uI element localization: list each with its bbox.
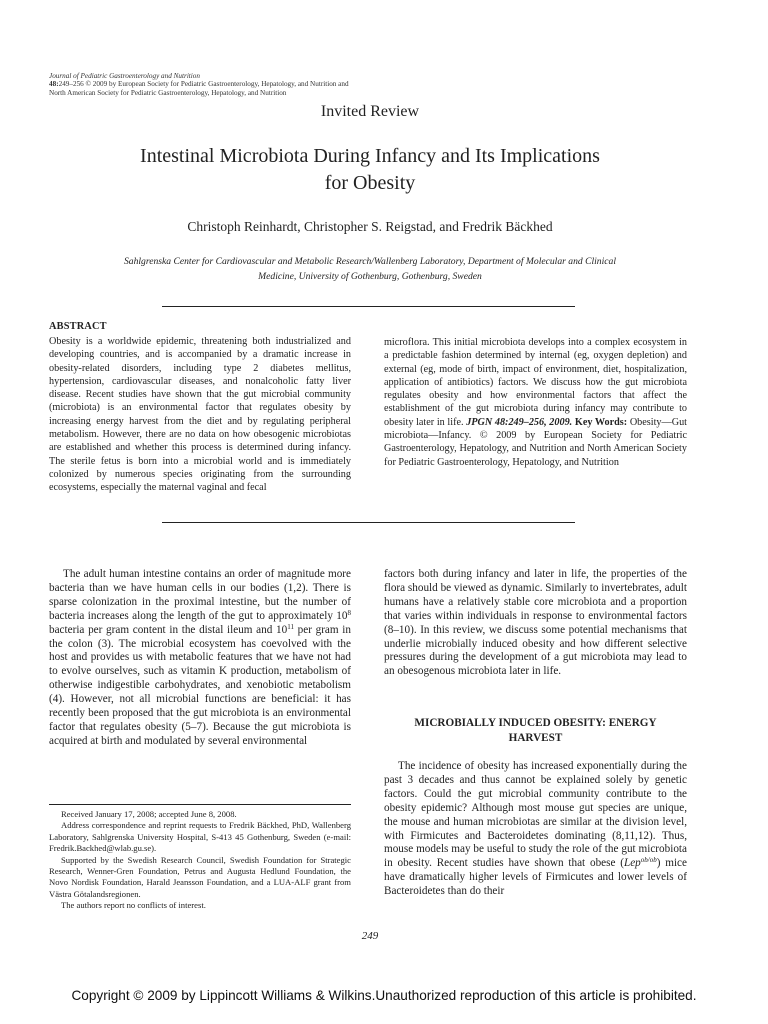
keywords-label: Key Words: <box>574 416 628 428</box>
body-text: per gram in the colon (3). The microbial ecosystem has coevolved with the host and provides us with metabolic features that we have not had to evolve ourselves, such as vitamin K production, metabolism of otherwise indigestible carbohydrates, and xenobiotic metabolism (4). However, not all microbial functions are beneficial: it has recently been proposed that the gut microbiota is an environmental factor that regulates obesity (5–7). Because the gut microbiota is acquired at birth and modulated by several environmental <box>49 623 351 747</box>
body-text: The incidence of obesity has increased exponentially during the past 3 decades and thus cannot be explained solely by genetic factors. Could the gut microbial community contribute to the obesity epidemic? Although most mouse gut species are unique, the mouse and human microbiotas are similar at the division level, with Firmicutes and Bacteroidetes dominating (8,11,12). Thus, mouse models may be useful to study the role of the gut microbiota in obesity. Recent studies have shown that obese ( <box>384 760 687 870</box>
affiliation <box>50 254 690 284</box>
abstract-divider <box>162 522 575 523</box>
superscript: 8 <box>347 608 351 617</box>
section-heading-line-1: MICROBIALLY INDUCED OBESITY: ENERGY <box>414 717 657 729</box>
footnote-received: Received January 17, 2008; accepted June 8, 2008. <box>61 809 237 819</box>
footnotes <box>49 809 351 912</box>
page-number: 249 <box>361 930 379 942</box>
footnote-support: Supported by the Swedish Research Council, Swedish Foundation for Strategic Research, Wenner-Gren Foundation, Petrus and Augusta Hedlund Foundation, the Novo Nordisk Foundation, Harald Jeansson Foundation, and a LUA-ALF grant from Västra Götalandsregionen. <box>49 854 351 899</box>
body-text: ) mice have dramatically higher levels of Firmicutes and lower levels of Bacteroidetes than do their <box>384 857 687 898</box>
body-right-column-top: factors both during infancy and later in life, the properties of the flora should be viewed as dynamic. Similarly to invertebrates, adult humans have a relatively stable core microbiota and a proportion that varies within individuals in response to environmental factors (8–10). In this review, we discuss some potential mechanisms that underlie microbially induced obesity and how different selective pressures during the development of a gut microbiota may lead to an obesogenous microbiota later in life. <box>384 568 687 678</box>
title-divider <box>162 306 575 307</box>
abstract-citation: JPGN 48:249–256, 2009. <box>466 416 573 428</box>
journal-info <box>49 72 569 97</box>
footnote-divider <box>49 804 351 805</box>
gene-superscript: ob/ob <box>640 856 657 865</box>
body-right-column-bottom <box>384 760 687 899</box>
article-title <box>60 143 680 197</box>
section-type: Invited Review <box>320 103 420 120</box>
abstract-right-column <box>384 336 687 469</box>
copyright-notice: Copyright © 2009 by Lippincott Williams & Wilkins.Unauthorized reproduction of this article is prohibited. <box>71 988 697 1003</box>
affiliation-line-2: Medicine, University of Gothenburg, Gothenburg, Sweden <box>258 271 482 282</box>
title-line-2: for Obesity <box>324 172 416 194</box>
journal-name: Journal of Pediatric Gastroenterology and Nutrition <box>49 72 200 80</box>
footnote-conflicts: The authors report no conflicts of interest. <box>61 900 206 911</box>
journal-citation-text: 249–256 © 2009 by European Society for Pediatric Gastroenterology, Hepatology, and Nutrition and <box>58 80 349 89</box>
title-line-1: Intestinal Microbiota During Infancy and Its Implications <box>140 145 600 167</box>
section-heading-line-2: HARVEST <box>508 732 563 744</box>
body-text: bacteria per gram content in the distal ileum and 10 <box>49 623 288 636</box>
body-left-column <box>49 568 351 749</box>
gene-name: Lep <box>623 857 641 870</box>
abstract-heading: ABSTRACT <box>49 321 107 332</box>
footnote-correspondence: Address correspondence and reprint requests to Fredrik Bäckhed, PhD, Wallenberg Laboratory, Sahlgrenska University Hospital, S-413 45 Gothenburg, Sweden (e-mail: Fredrik.Backhed@wlab.gu.se). <box>49 820 351 854</box>
section-heading <box>384 716 687 746</box>
affiliation-line-1: Sahlgrenska Center for Cardiovascular and Metabolic Research/Wallenberg Laboratory, Department of Molecular and Clinical <box>124 256 616 267</box>
abstract-left-column: Obesity is a worldwide epidemic, threatening both industrialized and developing countries, and is accompanied by a dramatic increase in obesity-related disorders, including type 2 diabetes mellitus, hypertension, cardiovascular diseases, and nonalcoholic fatty liver disease. Recent studies have shown that the gut microbial community (microbiota) is an environmental factor that regulates obesity by increasing energy harvest from the diet and by regulating peripheral metabolism. However, there are no data on how obesogenic microbiotas are established and whether this process is determined during infancy. The sterile fetus is born into a microbial world and is immediately colonized by numerous species originating from the surrounding ecosystems, especially the maternal vaginal and fecal <box>49 336 351 494</box>
journal-volume: 48: <box>49 80 59 89</box>
keywords: Obesity—Gut microbiota—Infancy. © 2009 by European Society for Pediatric Gastroenterology, Hepatology, and Nutrition and North American Society for Pediatric Gastroenterology, Hepatology, and Nutrition <box>384 416 687 468</box>
abstract-right-text: microflora. This initial microbiota develops into a complex ecosystem in a predictable fashion determined by internal (eg, oxygen depletion) and external (eg, mode of birth, impact of environment, diet, hospitalization, application of antibiotics) factors. We discuss how the gut microbiota regulates obesity and how environmental factors that affect the establishment of the gut microbiota during infancy may contribute to obesity later in life. <box>384 337 687 428</box>
journal-society: North American Society for Pediatric Gastroenterology, Hepatology, and Nutrition <box>49 88 287 97</box>
superscript: 11 <box>287 622 294 631</box>
authors: Christoph Reinhardt, Christopher S. Reigstad, and Fredrik Bäckhed <box>187 219 553 234</box>
journal-citation <box>49 80 569 88</box>
body-text: The adult human intestine contains an order of magnitude more bacteria than we have human cells in our bodies (1,2). There is sparse colonization in the proximal intestine, but the number of bacteria increases along the length of the gut to approximately 10 <box>49 568 351 622</box>
